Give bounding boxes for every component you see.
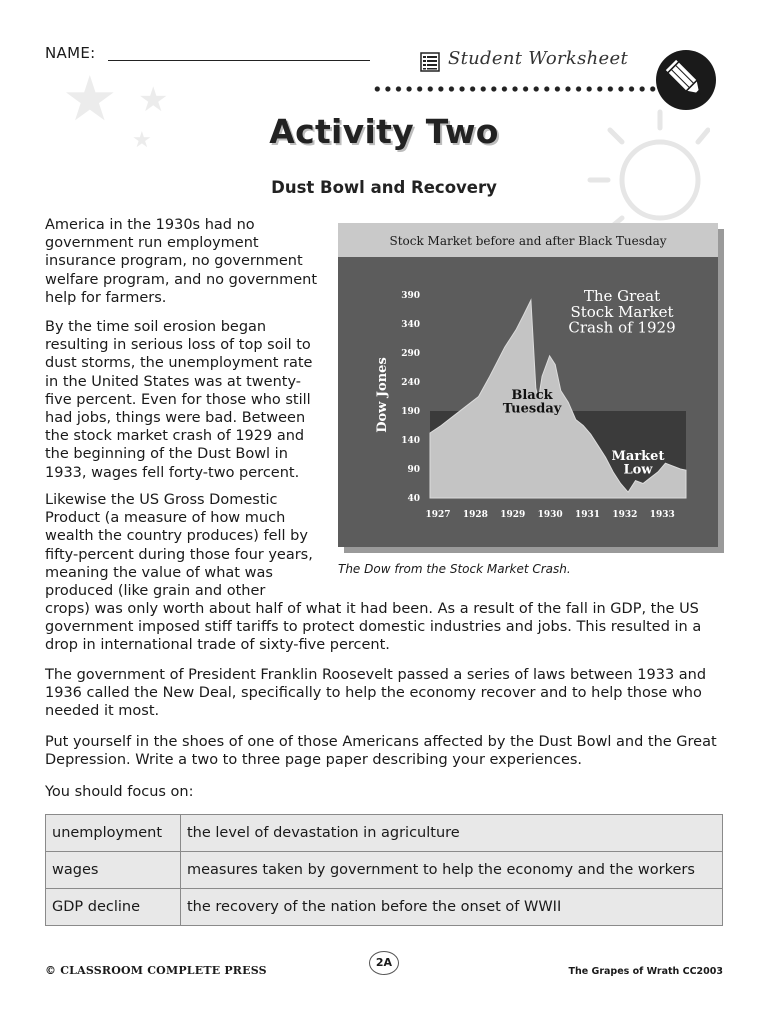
chart-annotation-line: Black [511, 388, 553, 403]
paragraph-gdp-continued: crops) was only worth about half of what it had been. As a result of the fall in GDP, the US government imposed stiff tariffs to protect domestic industries and jobs. This resulted in a drop in international trade of sixty-five percent. [45, 601, 702, 654]
pencil-badge [656, 50, 716, 110]
page-subtitle: Dust Bowl and Recovery [271, 178, 497, 197]
focus-table-row [46, 852, 723, 889]
y-tick-label: 240 [401, 378, 420, 388]
worksheet-list-icon [420, 52, 440, 72]
pencil-icon [656, 50, 716, 110]
dow-jones-chart [338, 223, 718, 547]
chart-annotation-line: Low [623, 462, 653, 478]
page-number-badge: 2A [369, 951, 399, 975]
focus-table-row [46, 889, 723, 926]
y-tick-label: 90 [407, 465, 420, 475]
x-tick-label: 1930 [537, 510, 563, 520]
y-tick-label: 340 [401, 320, 420, 330]
name-label: NAME: [45, 44, 96, 62]
focus-detail-cell: the level of devastation in agriculture [181, 815, 723, 852]
x-tick-label: 1933 [649, 510, 675, 520]
paragraph-gdp: Likewise the US Gross Domestic Product (a measure of how much wealth the country produces) fell by fifty-percent during those four years, meaning the value of what was produced (like grain and other [45, 492, 313, 600]
focus-topic-cell: unemployment [46, 815, 181, 852]
paragraph-intro: America in the 1930s had no government run employment insurance program, no government welfare program, and no government help for farmers. [45, 217, 318, 306]
y-tick-label: 290 [401, 349, 420, 359]
page-title: Activity Two [269, 112, 499, 151]
x-tick-label: 1932 [612, 510, 638, 520]
chart-annotation-line: Stock Market [570, 302, 674, 321]
book-code-label: The Grapes of Wrath CC2003 [568, 966, 723, 977]
x-tick-label: 1928 [462, 510, 488, 520]
focus-detail-cell: the recovery of the nation before the onset of WWII [181, 889, 723, 926]
chart-title: Stock Market before and after Black Tuesday [389, 234, 667, 248]
paragraph-focus-intro: You should focus on: [45, 784, 194, 800]
publisher-label: © CLASSROOM COMPLETE PRESS [45, 964, 267, 977]
chart-annotation-line: Tuesday [502, 401, 562, 417]
paragraph-assignment: Put yourself in the shoes of one of those Americans affected by the Dust Bowl and the Great Depression. Write a two to three page paper describing your experiences. [45, 734, 717, 769]
star-decoration-icon: ★ [62, 62, 118, 135]
paragraph-new-deal: The government of President Franklin Roosevelt passed a series of laws between 1933 and 1936 called the New Deal, specifically to help the economy recover and to help those who needed it most. [45, 667, 707, 720]
chart-annotation-line: The Great [583, 287, 661, 305]
chart-annotation-line: Market [611, 449, 665, 464]
x-tick-label: 1929 [500, 510, 526, 520]
focus-table-row [46, 815, 723, 852]
name-input-line[interactable] [108, 60, 370, 61]
y-tick-label: 390 [401, 291, 420, 301]
chart-caption: The Dow from the Stock Market Crash. [338, 562, 571, 576]
chart-annotation-line: Crash of 1929 [568, 318, 676, 337]
worksheet-label: Student Worksheet [448, 48, 628, 69]
star-decoration-icon: ★ [138, 80, 169, 120]
paragraph-unemployment: By the time soil erosion began resulting in serious loss of top soil to dust storms, the unemployment rate in the United States was at twenty-five percent. Even for those who still had jobs, things were bad. Between the stock market crash of 1929 and the beginning of the Dust Bowl in 1933, wages fell forty-two percent. [45, 319, 313, 481]
focus-topic-cell: wages [46, 852, 181, 889]
focus-detail-cell: measures taken by government to help the economy and the workers [181, 852, 723, 889]
x-tick-label: 1931 [574, 510, 601, 520]
y-tick-label: 40 [407, 494, 420, 504]
chart-annotation [568, 287, 675, 337]
dotted-divider [372, 86, 657, 92]
y-axis-label: Dow Jones [375, 357, 390, 433]
star-decoration-icon: ★ [132, 128, 152, 153]
x-tick-label: 1927 [425, 510, 451, 520]
y-tick-label: 140 [401, 436, 420, 446]
focus-topic-cell: GDP decline [46, 889, 181, 926]
y-tick-label: 190 [401, 407, 420, 417]
focus-table [45, 814, 723, 926]
